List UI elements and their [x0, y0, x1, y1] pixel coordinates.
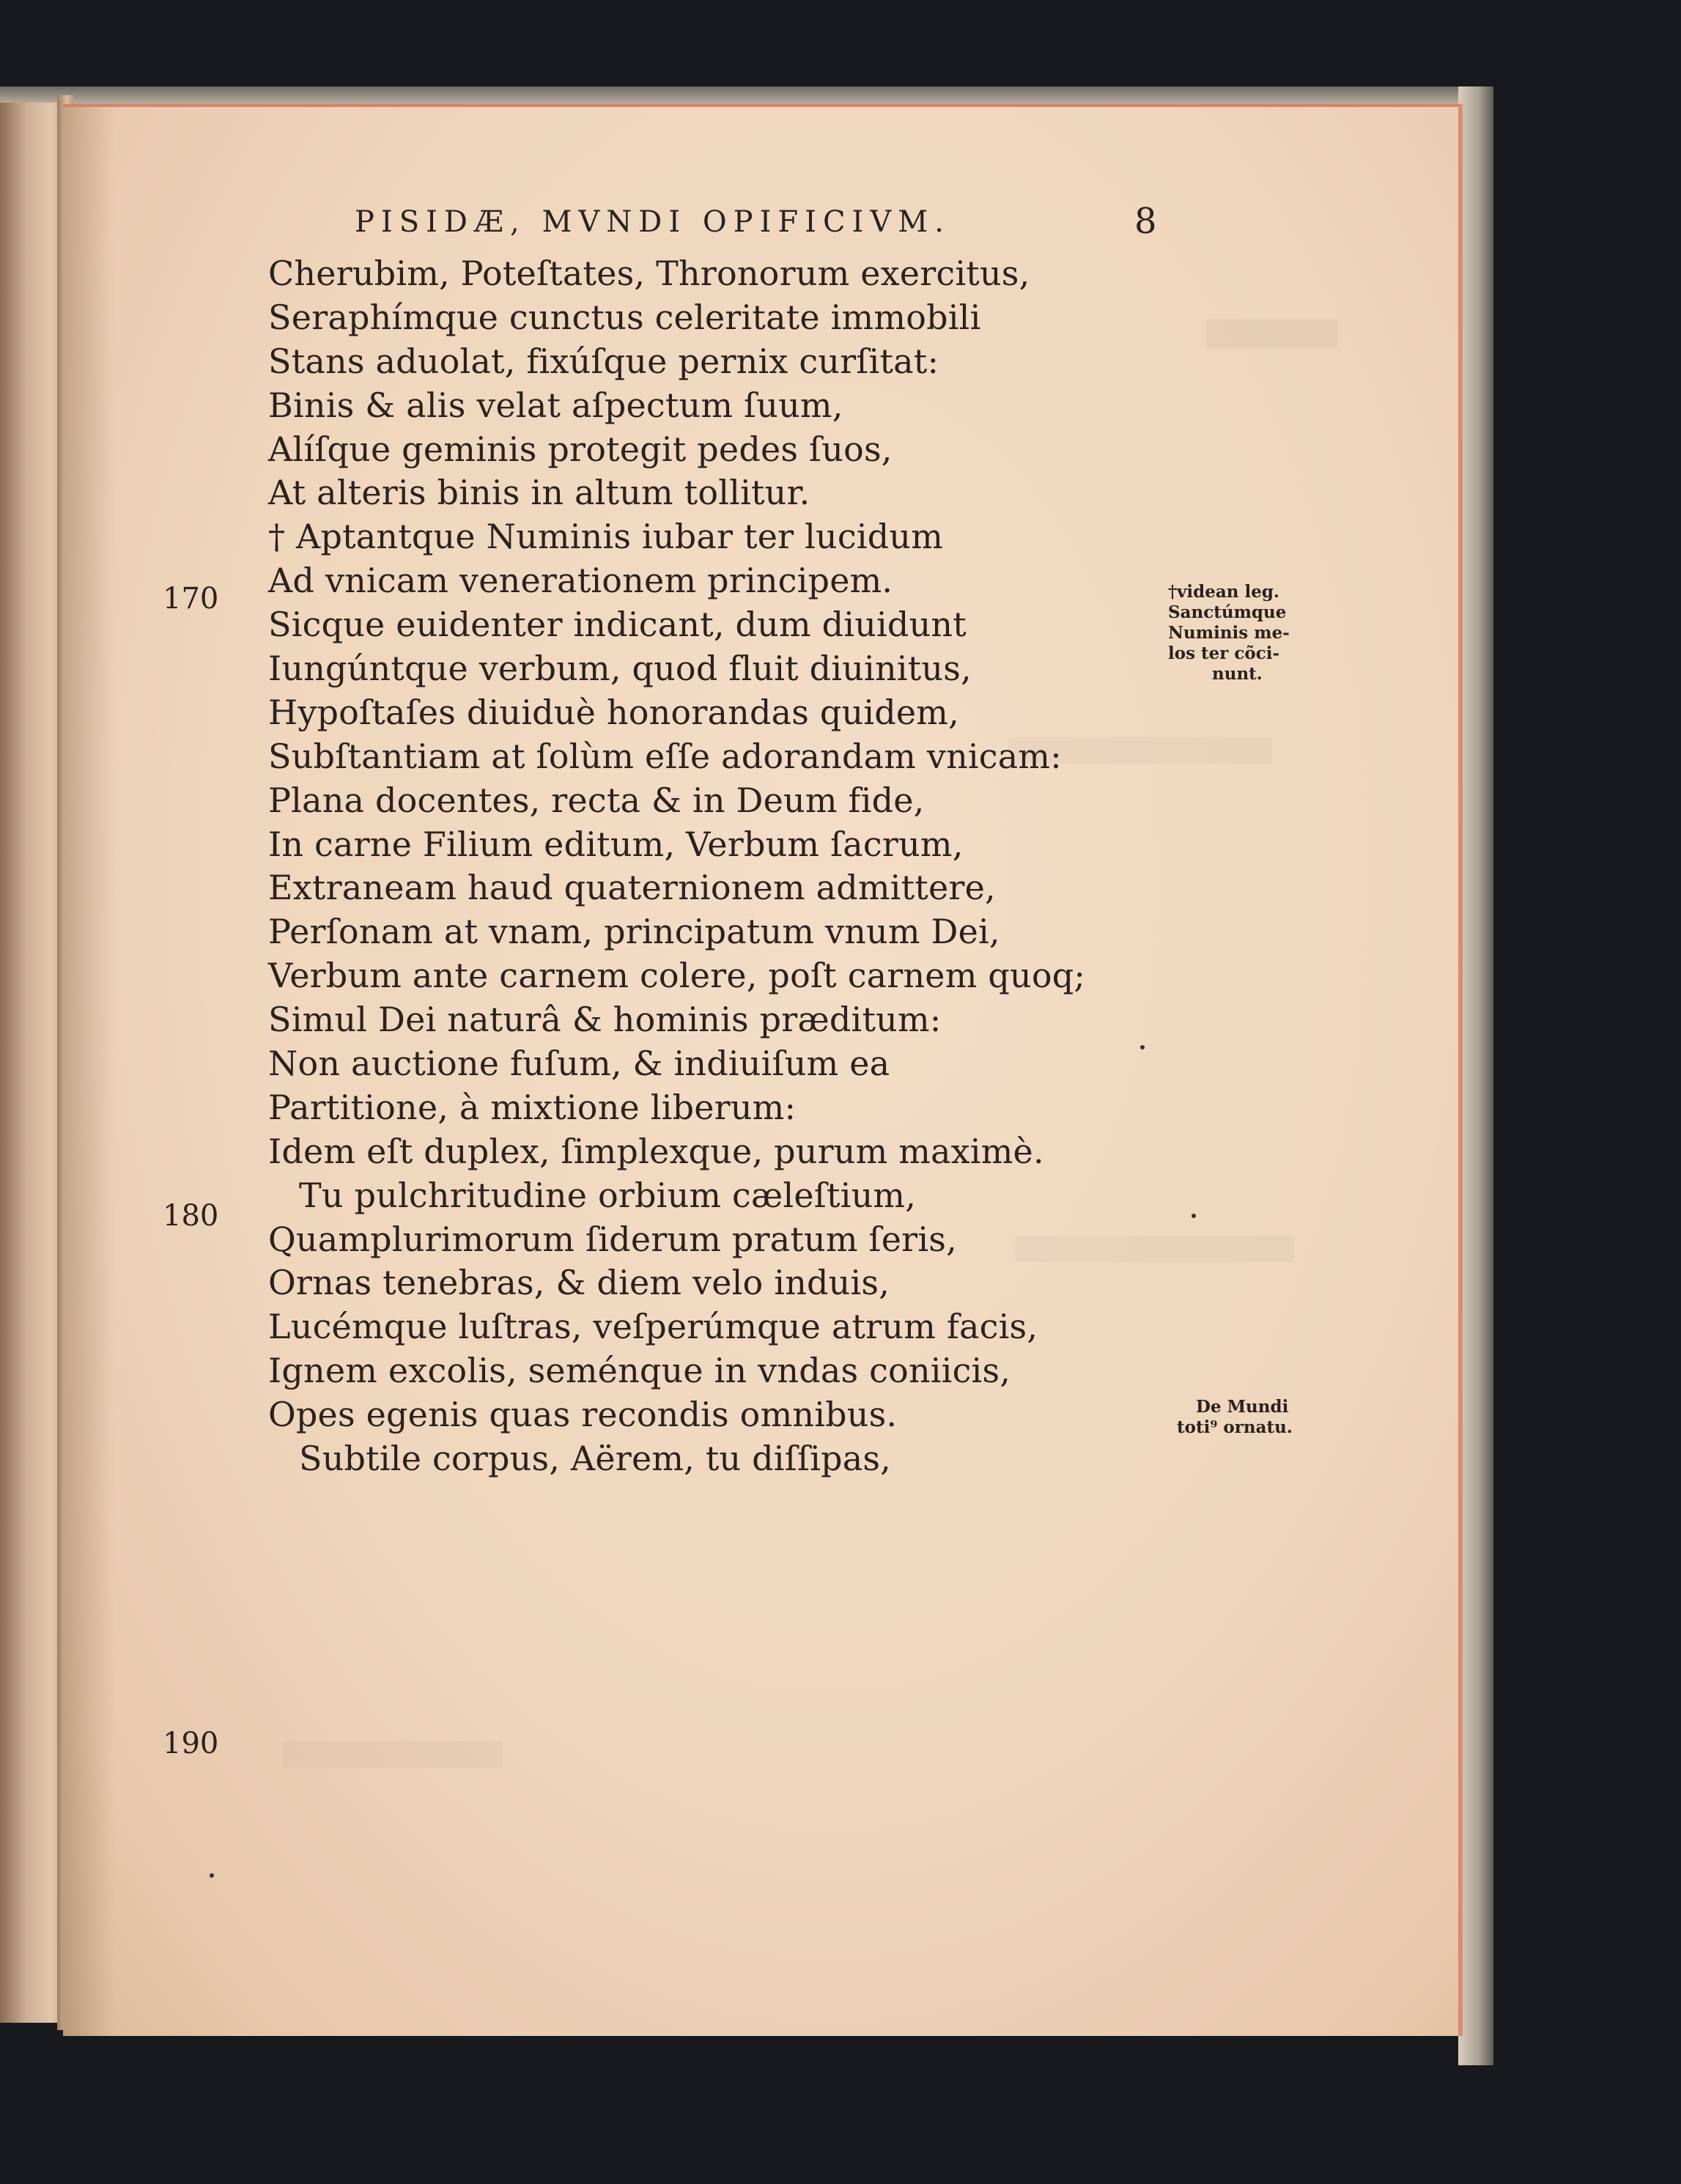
book-page: [63, 104, 1463, 2036]
verse-line: Extraneam haud quaternionem admittere,: [268, 868, 996, 908]
verse-line: Cherubim, Poteſtates, Thronorum exercitus,: [268, 254, 1030, 293]
marginal-note-line: los ter cõci-: [1168, 643, 1280, 663]
verse-text: [268, 252, 1235, 1481]
verse-line: Quamplurimorum ſiderum pratum ſeris,: [268, 1219, 957, 1259]
marginal-note-line: Numinis me-: [1168, 623, 1290, 643]
verse-line: † Aptantque Numinis iubar ter lucidum: [268, 517, 944, 557]
ink-speck: [1192, 1214, 1196, 1218]
verse-line: Alíſque geminis protegit pedes ſuos,: [268, 429, 893, 469]
ink-speck: [1140, 1045, 1145, 1049]
verse-line: In carne Filium editum, Verbum ſacrum,: [268, 824, 964, 864]
verse-line: Verbum ante carnem colere, poſt carnem quoq;: [268, 956, 1086, 996]
show-through: [283, 1741, 503, 1768]
verse-line: Binis & alis velat aſpectum ſuum,: [268, 385, 843, 425]
page-number: 8: [1134, 201, 1157, 242]
marginal-note-line: nunt.: [1212, 664, 1263, 684]
verse-line: Idem eſt duplex, ſimplexque, purum maximè.: [268, 1131, 1044, 1171]
gutter-shadow: [63, 107, 114, 2036]
marginal-note-variant-reading: [1168, 582, 1290, 685]
verse-line: Hypoſtaſes diuiduè honorandas quidem,: [268, 692, 959, 732]
verse-line: Perſonam at vnam, principatum vnum Dei,: [268, 912, 1000, 952]
marginal-note-line: Sanctúmque: [1168, 602, 1287, 622]
verse-line: At alteris binis in altum tollitur.: [268, 473, 810, 513]
marginal-note-line: †videan leg.: [1168, 582, 1279, 602]
verse-line: Ignem excolis, seménque in vndas coniicis,: [268, 1351, 1011, 1391]
verse-line: Subſtantiam at ſolùm eſſe adorandam vnicam:: [268, 736, 1062, 776]
line-number-180: 180: [163, 1199, 219, 1233]
verse-line: Tu pulchritudine orbium cæleſtium,: [299, 1175, 917, 1215]
verse-line: Plana docentes, recta & in Deum fide,: [268, 780, 925, 820]
verse-line: Simul Dei naturâ & hominis præditum:: [268, 1000, 942, 1040]
marginal-note-line: De Mundi: [1196, 1397, 1289, 1417]
verse-line: Lucémque luſtras, veſperúmque atrum facis,: [268, 1307, 1038, 1347]
verse-line: Ornas tenebras, & diem velo induis,: [268, 1263, 890, 1303]
line-number-170: 170: [163, 582, 219, 616]
marginal-note-mundi-ornatu: [1177, 1397, 1293, 1438]
verse-line: Ad vnicam venerationem principem.: [268, 561, 893, 601]
ink-speck: [210, 1873, 214, 1878]
verse-line: Sicque euidenter indicant, dum diuidunt: [268, 605, 967, 645]
verse-line: Subtile corpus, Aërem, tu diſſipas,: [299, 1439, 891, 1479]
verse-line: Opes egenis quas recondis omnibus.: [268, 1395, 898, 1435]
line-number-190: 190: [163, 1727, 219, 1760]
marginal-note-line: toti⁹ ornatu.: [1177, 1417, 1293, 1437]
verse-line: Partitione, à mixtione liberum:: [268, 1087, 797, 1127]
verse-line: Seraphímque cunctus celeritate immobili: [268, 297, 981, 337]
verse-line: Stans aduolat, fixúſque pernix curſitat:: [268, 341, 939, 381]
book-cover-right-edge: [1458, 86, 1493, 2065]
verse-line: Non auctione fuſum, & indiuiſum ea: [268, 1044, 890, 1084]
verse-line: Iungúntque verbum, quod fluit diuinitus,: [268, 649, 972, 689]
running-title: PISIDÆ, MVNDI OPIFICIVM.: [355, 205, 950, 239]
